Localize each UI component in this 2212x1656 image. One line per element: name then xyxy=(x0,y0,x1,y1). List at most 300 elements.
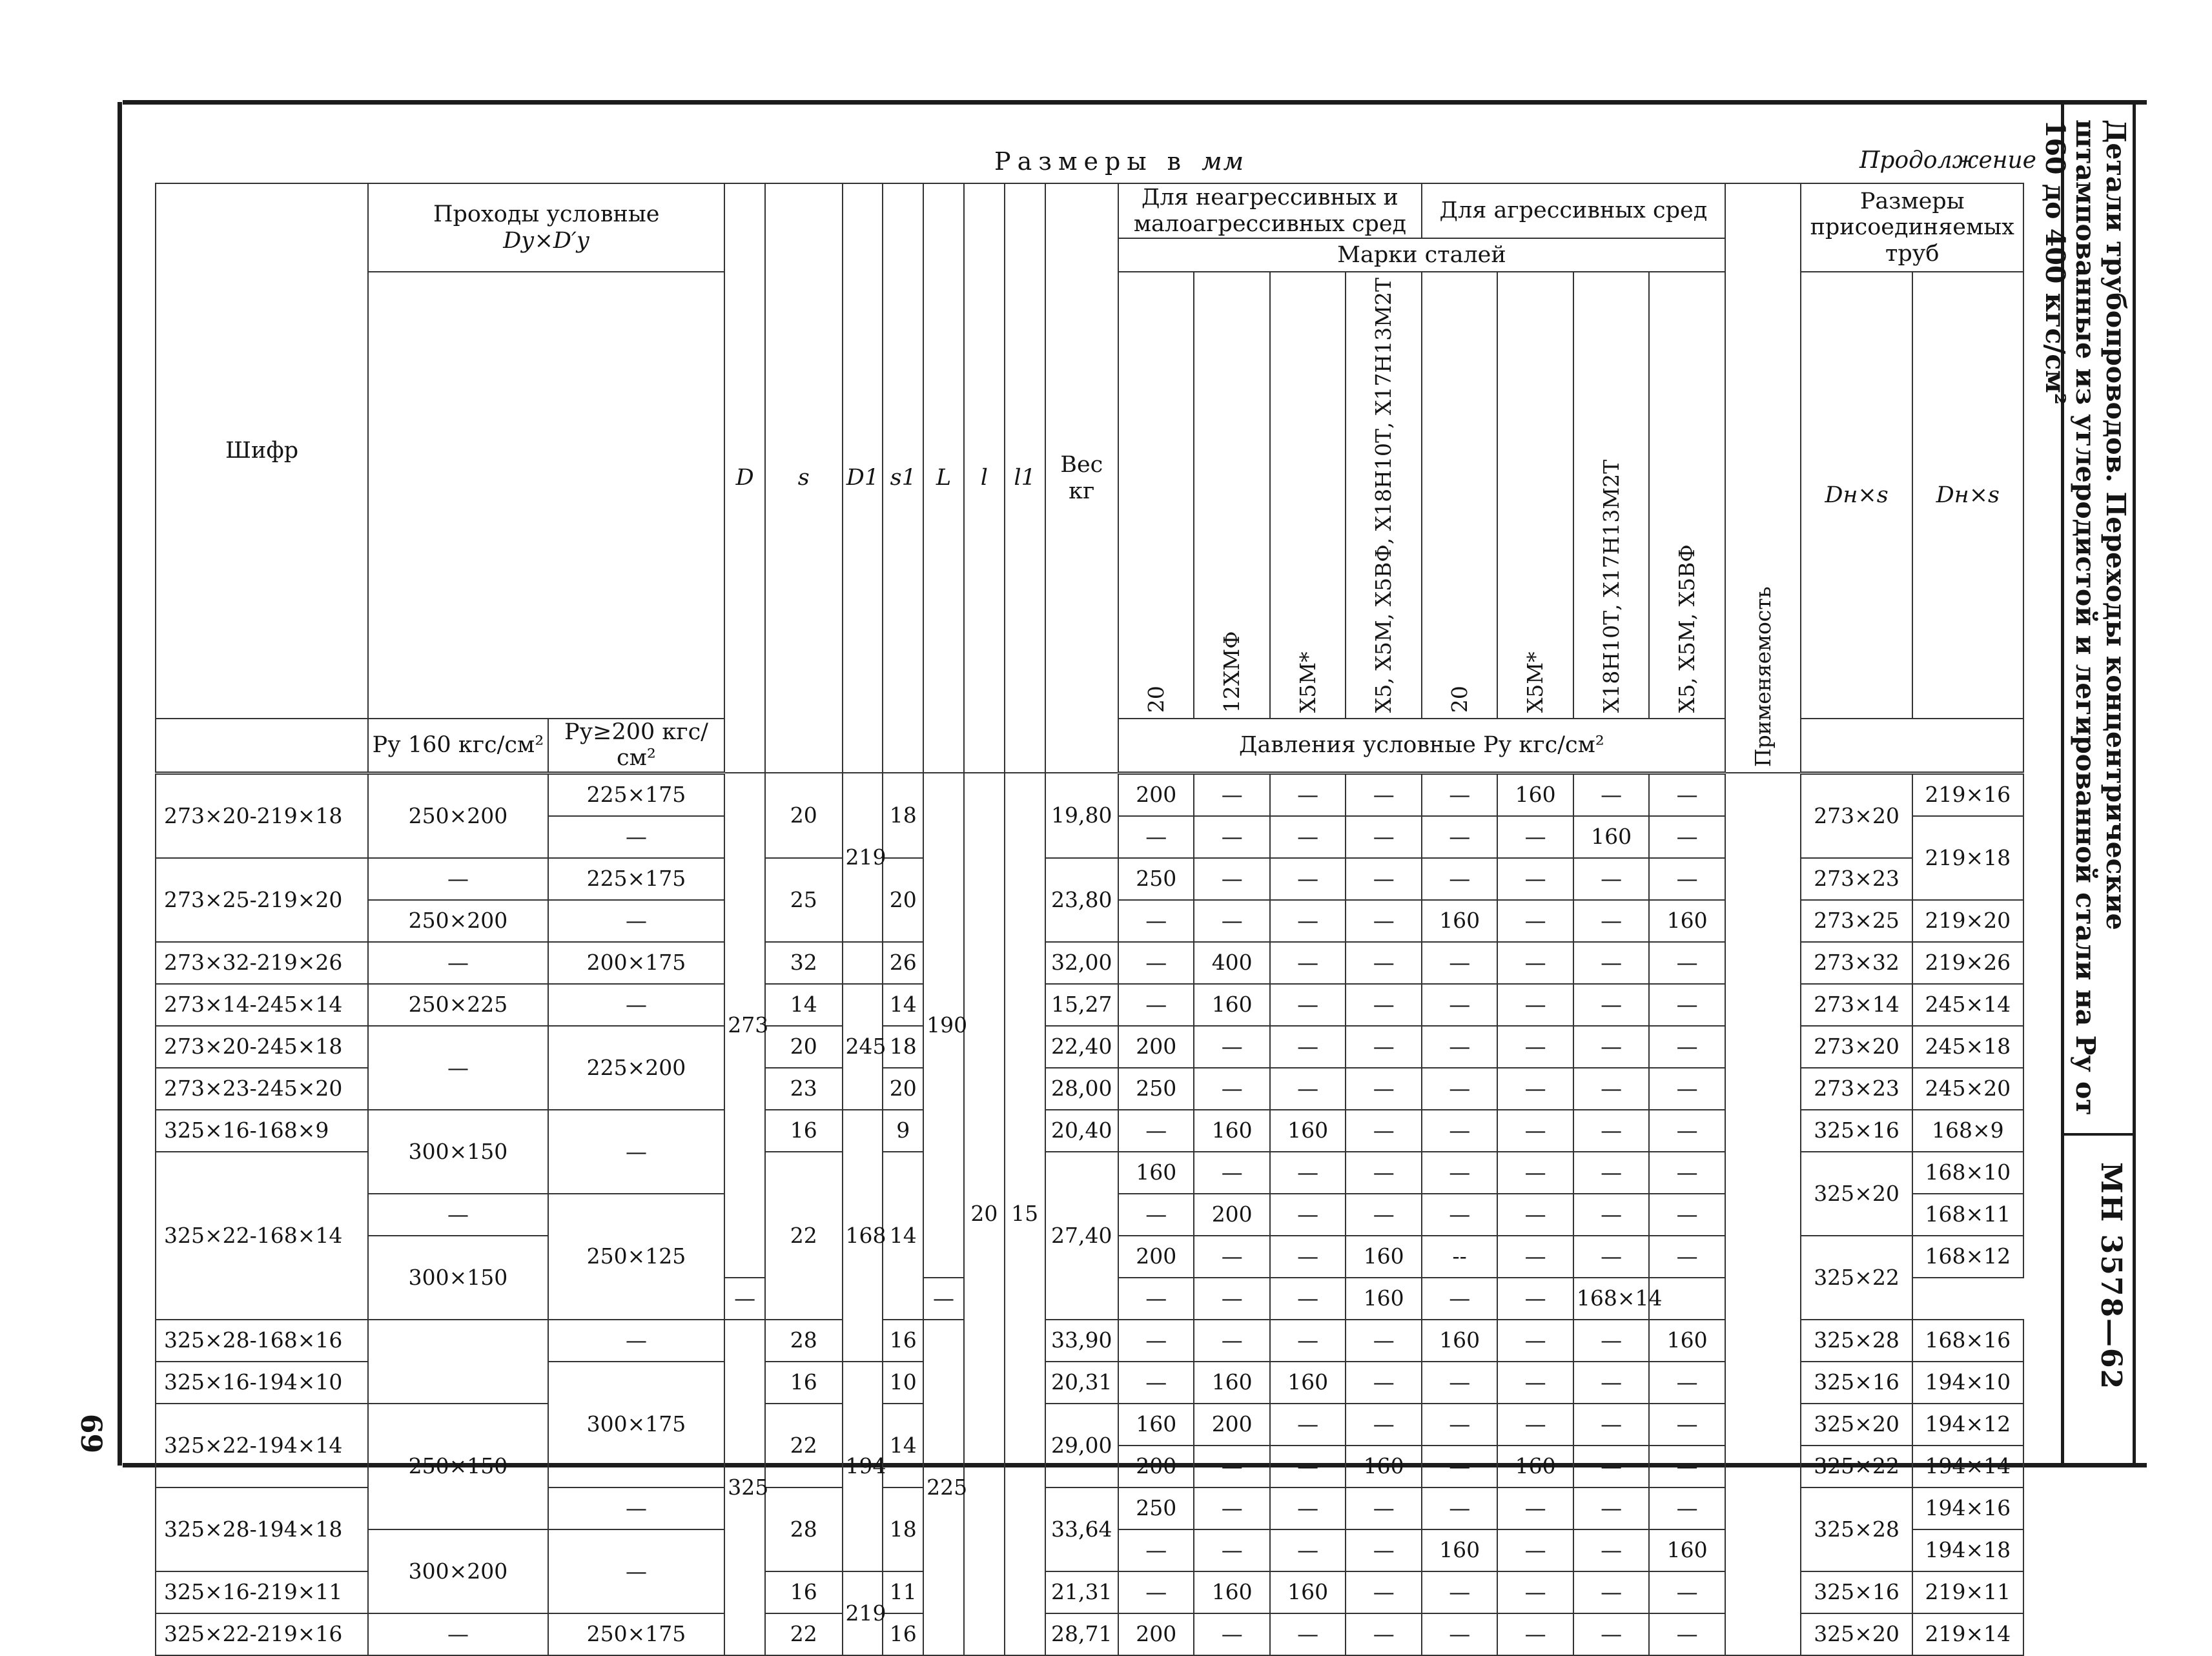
table-cell: — xyxy=(1497,1362,1573,1404)
table-cell: — xyxy=(1346,1026,1422,1068)
table-cell: 200 xyxy=(1118,1446,1194,1487)
table-cell: — xyxy=(1270,1278,1346,1320)
col-D: D xyxy=(724,183,765,773)
col-cipher: Шифр xyxy=(156,183,368,719)
table-cell: — xyxy=(1649,1026,1725,1068)
col-applicability: Применяемость xyxy=(1725,183,1801,773)
table-cell: 325×22-194×14 xyxy=(156,1404,368,1487)
table-cell: 22 xyxy=(765,1152,843,1320)
table-cell: — xyxy=(1649,816,1725,858)
weight-cell: 19,80 xyxy=(1045,773,1118,858)
table-cell: — xyxy=(1422,1571,1497,1613)
table-cell: — xyxy=(1649,984,1725,1026)
table-cell: — xyxy=(1422,858,1497,900)
table-cell: — xyxy=(548,1320,725,1362)
table-cell: — xyxy=(1194,900,1269,942)
col-s: s xyxy=(765,183,843,773)
table-cell: 273×32 xyxy=(1801,942,1912,984)
frame-left-rule xyxy=(118,102,122,1466)
pipes-spacer xyxy=(1801,719,2023,773)
table-cell: 16 xyxy=(765,1110,843,1152)
col-l1: l1 xyxy=(1005,183,1045,773)
table-cell: 14 xyxy=(883,984,923,1026)
table-cell: 194×14 xyxy=(1912,1446,2023,1487)
table-cell: — xyxy=(1118,942,1194,984)
table-cell: 33,90 xyxy=(1045,1320,1118,1362)
table-cell: 28 xyxy=(765,1487,843,1571)
applicability-cell xyxy=(1725,773,1801,1655)
table-cell: — xyxy=(1573,858,1649,900)
table-cell: — xyxy=(1497,1320,1573,1362)
table-cell: 325×16 xyxy=(1801,1110,1912,1152)
table-cell: — xyxy=(1497,858,1573,900)
table-cell: — xyxy=(1270,1613,1346,1655)
table-cell: — xyxy=(1346,1529,1422,1571)
table-cell: — xyxy=(1346,1152,1422,1194)
table-cell: — xyxy=(1497,1571,1573,1613)
table-cell: — xyxy=(1573,1446,1649,1487)
col-D1: D1 xyxy=(843,183,883,773)
table-cell: — xyxy=(1194,1320,1269,1362)
l-cell: 20 xyxy=(964,773,1005,1655)
table-subrow xyxy=(156,183,2023,238)
table-cell: — xyxy=(1346,1068,1422,1110)
table-cell: 325×22-168×14 xyxy=(156,1152,368,1320)
table-cell: 194 xyxy=(843,1362,883,1571)
table-cell: — xyxy=(1573,942,1649,984)
table-cell: 194×10 xyxy=(1912,1362,2023,1404)
table-cell: — xyxy=(1649,1362,1725,1404)
table-cell: 160 xyxy=(1194,984,1269,1026)
table-cell: 33,64 xyxy=(1045,1487,1118,1571)
table-cell: 160 xyxy=(1270,1110,1346,1152)
table-cell: — xyxy=(1270,1446,1346,1487)
table-cell: — xyxy=(1194,1026,1269,1068)
table-cell: — xyxy=(1346,1362,1422,1404)
table-cell: 168×9 xyxy=(1912,1110,2023,1152)
table-cell: — xyxy=(1118,816,1194,858)
table-cell: — xyxy=(1649,1446,1725,1487)
table-cell: 225×175 xyxy=(548,858,725,900)
table-cell: — xyxy=(1194,1446,1269,1487)
table-cell: 200 xyxy=(1118,1026,1194,1068)
table-cell: — xyxy=(1118,1362,1194,1404)
table-cell: 160 xyxy=(1649,1320,1725,1362)
table-cell: 200×175 xyxy=(548,942,725,984)
table-cell: 225 xyxy=(923,1320,964,1655)
side-title: Детали трубопроводов. Переходы концентрические штампованные из углеродистой и легированной стали на Pу от 160 до 400 кгс/см² xyxy=(2040,119,2131,1116)
table-cell xyxy=(368,1320,548,1404)
table-cell: — xyxy=(368,858,548,900)
table-cell: — xyxy=(1649,1571,1725,1613)
table-cell: — xyxy=(1422,1446,1497,1487)
table-cell: — xyxy=(1194,1487,1269,1529)
table-cell: — xyxy=(1118,984,1194,1026)
table-cell: 160 xyxy=(1649,1529,1725,1571)
frame-outer-right-rule xyxy=(2133,102,2136,1466)
table-cell: 28,00 xyxy=(1045,1068,1118,1110)
table-cell: — xyxy=(1573,984,1649,1026)
table-cell: — xyxy=(548,1110,725,1194)
table-cell: 160 xyxy=(1649,900,1725,942)
table-row xyxy=(156,773,2023,816)
grade-1: 20 xyxy=(1118,272,1194,719)
table-cell: 20,31 xyxy=(1045,1362,1118,1404)
table-cell: 325×22-219×16 xyxy=(156,1613,368,1655)
table-cell: — xyxy=(1573,1362,1649,1404)
table-cell: 160 xyxy=(1346,1446,1422,1487)
table-cell: — xyxy=(1649,1152,1725,1194)
table-cell: — xyxy=(368,1026,548,1110)
table-cell: 273×20-245×18 xyxy=(156,1026,368,1068)
table-cell: — xyxy=(1270,942,1346,984)
table-cell: — xyxy=(1346,773,1422,816)
table-cell: — xyxy=(1649,1613,1725,1655)
table-cell: — xyxy=(1194,1152,1269,1194)
table-cell: — xyxy=(1497,1194,1573,1236)
table-cell: 160 xyxy=(1422,1320,1497,1362)
table-cell: — xyxy=(1649,1068,1725,1110)
table-cell: — xyxy=(1270,900,1346,942)
table-cell: — xyxy=(1346,1571,1422,1613)
table-cell: 325×16-168×9 xyxy=(156,1110,368,1152)
table-cell: 22 xyxy=(765,1404,843,1487)
units-caption: Размеры в мм xyxy=(994,147,1245,176)
table-cell: — xyxy=(1573,1236,1649,1278)
table-cell: 250×200 xyxy=(368,900,548,942)
table-cell: 250×125 xyxy=(548,1194,725,1320)
table-cell: — xyxy=(368,942,548,984)
table-cell: 168×14 xyxy=(1573,1278,1649,1320)
table-cell: 200 xyxy=(1194,1404,1269,1446)
s1-cell: 18 xyxy=(883,773,923,858)
frame-top-rule xyxy=(123,100,2147,105)
table-cell: 18 xyxy=(883,1026,923,1068)
col-dn-s-2: Dн×s xyxy=(1912,272,2023,719)
table-cell: 325×28 xyxy=(1801,1487,1912,1571)
table-cell: — xyxy=(1573,1487,1649,1529)
table-cell: — xyxy=(1194,858,1269,900)
grade-5: 20 xyxy=(1422,272,1497,719)
table-cell: 20,40 xyxy=(1045,1110,1118,1152)
table-cell: — xyxy=(1573,1404,1649,1446)
table-cell: 245×14 xyxy=(1912,984,2023,1026)
table-cell: 32,00 xyxy=(1045,942,1118,984)
page-number: 69 xyxy=(74,1413,108,1454)
table-cell: 160 xyxy=(1270,1362,1346,1404)
table-cell: — xyxy=(1118,1278,1194,1320)
col-non-aggressive: Для неагрессивных и малоагрессивных сред xyxy=(1118,183,1422,238)
table-cell: — xyxy=(1649,1110,1725,1152)
table-cell: — xyxy=(1422,1404,1497,1446)
table-cell: — xyxy=(548,900,725,942)
table-cell: — xyxy=(1573,1613,1649,1655)
table-cell: 22,40 xyxy=(1045,1026,1118,1068)
grade-4: Х5, Х5М, Х5ВФ, Х18Н10Т, Х17Н13М2Т xyxy=(1346,272,1422,719)
pu160-cell: 250×200 xyxy=(368,773,548,858)
table-cell: — xyxy=(1270,1320,1346,1362)
table-cell: — xyxy=(548,816,725,858)
table-cell: — xyxy=(1422,942,1497,984)
table-cell: — xyxy=(1194,1068,1269,1110)
passages-spacer xyxy=(368,272,724,719)
col-l: l xyxy=(964,183,1005,773)
table-cell: — xyxy=(1346,942,1422,984)
s-cell: 20 xyxy=(765,773,843,858)
table-cell: 20 xyxy=(883,858,923,942)
table-cell: — xyxy=(1270,1068,1346,1110)
table-cell: — xyxy=(1422,984,1497,1026)
table-cell: 250 xyxy=(1118,858,1194,900)
table-cell: 273×23 xyxy=(1801,1068,1912,1110)
table-cell: — xyxy=(1346,1487,1422,1529)
pipe-cell: 219×16 xyxy=(1912,773,2023,816)
col-weight: Вес кг xyxy=(1045,183,1118,773)
table-cell: — xyxy=(1270,984,1346,1026)
table-cell: — xyxy=(1422,1068,1497,1110)
table-cell: — xyxy=(1118,1194,1194,1236)
table-cell: — xyxy=(923,1278,964,1320)
table-cell: — xyxy=(1118,1110,1194,1152)
table-cell: 273×14-245×14 xyxy=(156,984,368,1026)
cipher-cell: 273×20-219×18 xyxy=(156,773,368,858)
table-cell: 160 xyxy=(1194,1362,1269,1404)
table-cell: 200 xyxy=(1118,1236,1194,1278)
table-cell: — xyxy=(1194,816,1269,858)
table-cell: — xyxy=(1573,1026,1649,1068)
table-cell: 160 xyxy=(1194,1571,1269,1613)
table-cell: 250×225 xyxy=(368,984,548,1026)
table-cell: 245 xyxy=(843,984,883,1110)
table-cell: 273×32-219×26 xyxy=(156,942,368,984)
table-cell: — xyxy=(1649,858,1725,900)
table-cell: 16 xyxy=(765,1571,843,1613)
table-cell: 160 xyxy=(1497,1446,1573,1487)
table-cell: 325×16 xyxy=(1801,1362,1912,1404)
D-cell: 273 xyxy=(724,773,765,1278)
table-cell: — xyxy=(1194,1278,1269,1320)
pipe-cell: 273×20 xyxy=(1801,773,1912,858)
table-cell: — xyxy=(1497,900,1573,942)
table-cell: 160 xyxy=(1194,1110,1269,1152)
table-cell: — xyxy=(1497,1110,1573,1152)
table-cell: — xyxy=(1649,1404,1725,1446)
table-cell: — xyxy=(1649,1194,1725,1236)
table-cell: — xyxy=(724,1278,765,1320)
table-cell: — xyxy=(1194,773,1269,816)
table-cell: 10 xyxy=(883,1362,923,1404)
table-cell: 273×20 xyxy=(1801,1026,1912,1068)
table-cell: 23,80 xyxy=(1045,858,1118,942)
table-cell: 250×175 xyxy=(548,1613,725,1655)
table-cell: — xyxy=(1497,1404,1573,1446)
table-cell: 23 xyxy=(765,1068,843,1110)
table-cell: 168×12 xyxy=(1912,1236,2023,1278)
table-cell: 14 xyxy=(765,984,843,1026)
col-connected-pipes: Размеры присоединяемых труб xyxy=(1801,183,2023,272)
table-cell: 26 xyxy=(883,942,923,984)
table-cell: 160 xyxy=(1422,900,1497,942)
table-cell: 14 xyxy=(883,1404,923,1487)
table-cell: — xyxy=(1649,1236,1725,1278)
standard-number: МН 3578—62 xyxy=(2094,1162,2127,1391)
table-cell: — xyxy=(1422,816,1497,858)
col-pu200: Pу≥200 кгс/см² xyxy=(548,719,725,773)
table-cell: — xyxy=(1497,816,1573,858)
table-cell: 273×25-219×20 xyxy=(156,858,368,942)
table-cell: — xyxy=(1346,1194,1422,1236)
col-L: L xyxy=(923,183,964,773)
table-cell: — xyxy=(1270,1404,1346,1446)
table-cell: 300×200 xyxy=(368,1529,548,1613)
table-cell: 325×28 xyxy=(1801,1320,1912,1362)
table-cell: 14 xyxy=(883,1152,923,1320)
table-cell: 219×20 xyxy=(1912,900,2023,942)
table-cell: 32 xyxy=(765,942,843,984)
table-cell: 325 xyxy=(724,1320,765,1655)
table-cell: 219×26 xyxy=(1912,942,2023,984)
cipher-spacer xyxy=(156,719,368,773)
table-cell: 325×16-194×10 xyxy=(156,1362,368,1404)
table-cell: — xyxy=(1346,984,1422,1026)
table-cell: 325×28-168×16 xyxy=(156,1320,368,1362)
table-cell: 18 xyxy=(883,1487,923,1571)
table-cell: 273×14 xyxy=(1801,984,1912,1026)
grade-8: Х5, Х5М, Х5ВФ xyxy=(1649,272,1725,719)
table-cell: — xyxy=(1422,773,1497,816)
table-cell: 325×28-194×18 xyxy=(156,1487,368,1571)
col-steel-grades: Марки сталей xyxy=(1118,238,1725,272)
table-cell: — xyxy=(1270,816,1346,858)
table-cell: 20 xyxy=(765,1026,843,1068)
table-cell: 28,71 xyxy=(1045,1613,1118,1655)
value-cell: 200 xyxy=(1118,773,1194,816)
table-cell: — xyxy=(1270,858,1346,900)
table-cell: 160 xyxy=(1118,1152,1194,1194)
table-cell: 325×20 xyxy=(1801,1404,1912,1446)
table-cell: 29,00 xyxy=(1045,1404,1118,1487)
table-cell: 273×25 xyxy=(1801,900,1912,942)
table-cell: — xyxy=(1573,1571,1649,1613)
table-cell: 15,27 xyxy=(1045,984,1118,1026)
table-cell: — xyxy=(1346,1110,1422,1152)
table-cell: — xyxy=(1346,900,1422,942)
table-cell: — xyxy=(368,1613,548,1655)
grade-6: Х5М* xyxy=(1497,272,1573,719)
table-cell: — xyxy=(1270,1194,1346,1236)
transitions-table xyxy=(155,183,2024,1656)
table-cell: 250 xyxy=(1118,1487,1194,1529)
table-cell: 16 xyxy=(883,1320,923,1362)
table-cell: 28 xyxy=(765,1320,843,1362)
table-cell: — xyxy=(1573,1110,1649,1152)
table-cell: 27,40 xyxy=(1045,1152,1118,1320)
table-cell: — xyxy=(1422,1487,1497,1529)
table-cell: — xyxy=(1118,1571,1194,1613)
table-cell: 21,31 xyxy=(1045,1571,1118,1613)
col-pu160: Pу 160 кгс/см² xyxy=(368,719,548,773)
table-cell: — xyxy=(1497,1026,1573,1068)
table-cell: 168×16 xyxy=(1912,1320,2023,1362)
table-cell: — xyxy=(1422,1278,1497,1320)
table-cell: 200 xyxy=(1194,1194,1269,1236)
table-cell: — xyxy=(1422,1026,1497,1068)
table-cell: — xyxy=(1649,1487,1725,1529)
table-cell: — xyxy=(1346,1613,1422,1655)
table-cell: — xyxy=(1346,1404,1422,1446)
table-cell: — xyxy=(1573,900,1649,942)
table-cell: 325×22 xyxy=(1801,1446,1912,1487)
table-cell: 325×16-219×11 xyxy=(156,1571,368,1613)
table-cell: 200 xyxy=(1118,1613,1194,1655)
table-cell: — xyxy=(1497,1152,1573,1194)
table-cell: 11 xyxy=(883,1571,923,1613)
table-cell: — xyxy=(1573,1529,1649,1571)
table-cell: — xyxy=(1497,1068,1573,1110)
table-cell: 300×150 xyxy=(368,1110,548,1194)
continuation-label: Продолжение xyxy=(1859,147,2036,174)
table-cell: — xyxy=(1270,1236,1346,1278)
col-s1: s1 xyxy=(883,183,923,773)
table-cell: — xyxy=(1497,984,1573,1026)
table-cell: — xyxy=(1422,1152,1497,1194)
table-cell: — xyxy=(1649,942,1725,984)
table-cell: — xyxy=(1270,1529,1346,1571)
table-cell: 325×16 xyxy=(1801,1571,1912,1613)
table-cell: — xyxy=(1118,1529,1194,1571)
table-cell: 250 xyxy=(1118,1068,1194,1110)
table-cell: 160 xyxy=(1270,1571,1346,1613)
table-cell: 273×23-245×20 xyxy=(156,1068,368,1110)
col-passages: Проходы условные Dу×D′у xyxy=(368,183,724,272)
table-cell: — xyxy=(1497,1613,1573,1655)
table-cell: 219×14 xyxy=(1912,1613,2023,1655)
table-cell: — xyxy=(1270,773,1346,816)
table-cell: — xyxy=(1573,1320,1649,1362)
table-cell: 325×20 xyxy=(1801,1613,1912,1655)
table-cell: 250×150 xyxy=(368,1404,548,1529)
table-cell: 194×12 xyxy=(1912,1404,2023,1446)
table-cell: 160 xyxy=(1346,1236,1422,1278)
table-cell: 194×16 xyxy=(1912,1487,2023,1529)
table-cell: 168 xyxy=(843,1110,883,1362)
col-pressure: Давления условные Pу кгс/см² xyxy=(1118,719,1725,773)
table-cell: 168×10 xyxy=(1912,1152,2023,1194)
table-cell: 160 xyxy=(1346,1278,1422,1320)
table-cell: 22 xyxy=(765,1613,843,1655)
table-cell: — xyxy=(1270,1026,1346,1068)
table-cell: — xyxy=(1346,816,1422,858)
table-cell: — xyxy=(1573,1068,1649,1110)
table-cell: — xyxy=(1649,773,1725,816)
table-cell: — xyxy=(548,1487,725,1529)
table-cell: 194×18 xyxy=(1912,1529,2023,1571)
table-cell: 300×175 xyxy=(548,1362,725,1487)
table-cell: — xyxy=(1118,1320,1194,1362)
table-cell: 20 xyxy=(883,1068,923,1110)
table-cell: — xyxy=(1497,942,1573,984)
grade-7: Х18Н10Т, Х17Н13М2Т xyxy=(1573,272,1649,719)
table-cell: — xyxy=(1194,1529,1269,1571)
table-cell: 16 xyxy=(765,1362,843,1404)
table-cell: — xyxy=(548,1529,725,1613)
table-cell: 219×11 xyxy=(1912,1571,2023,1613)
table-cell: 160 xyxy=(1497,773,1573,816)
table-cell: 160 xyxy=(1573,816,1649,858)
table-cell: 245×20 xyxy=(1912,1068,2023,1110)
table-cell: 25 xyxy=(765,858,843,942)
col-aggressive: Для агрессивных сред xyxy=(1422,183,1725,238)
